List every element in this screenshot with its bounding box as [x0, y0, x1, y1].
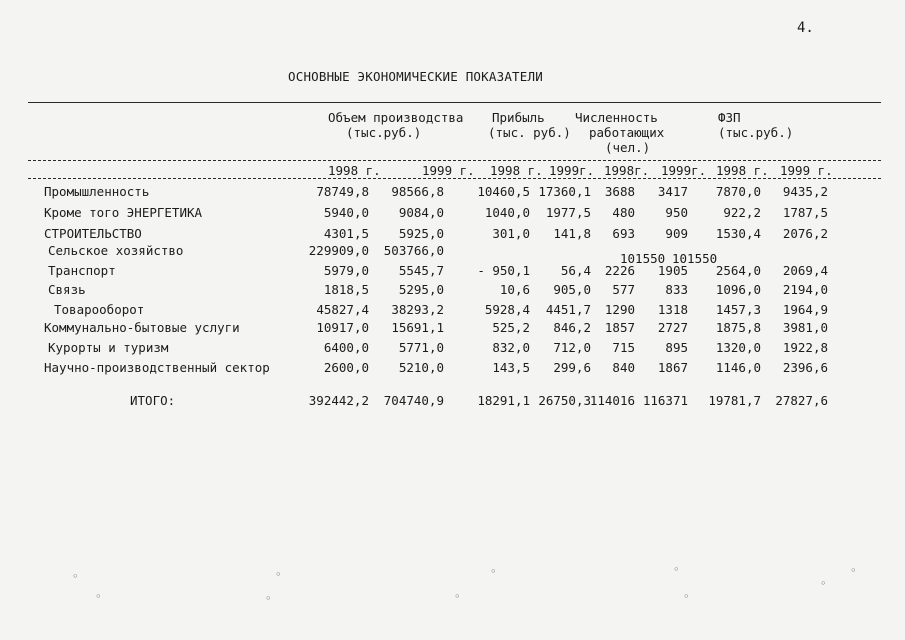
- table-cell: 78749,8: [316, 184, 369, 199]
- table-row-label: Коммунально-бытовые услуги: [44, 320, 240, 335]
- table-cell: 5979,0: [323, 263, 369, 278]
- table-cell: 922,2: [723, 205, 761, 220]
- table-cell: 7870,0: [715, 184, 761, 199]
- table-cell: 1457,3: [715, 302, 761, 317]
- table-cell: 1530,4: [715, 226, 761, 241]
- table-cell: 1867: [657, 360, 688, 375]
- table-cell: 98566,8: [391, 184, 444, 199]
- document-title: ОСНОВНЫЕ ЭКОНОМИЧЕСКИЕ ПОКАЗАТЕЛИ: [288, 69, 543, 84]
- header-headcount: Численность работающих (чел.): [575, 110, 665, 155]
- table-cell: 3981,0: [782, 320, 828, 335]
- table-cell: 101550: [672, 251, 718, 266]
- table-row-label: Промышленность: [44, 184, 150, 199]
- table-cell: - 950,1: [477, 263, 530, 278]
- table-cell: 45827,4: [316, 302, 369, 317]
- header-production: Объем производства (тыс.руб.): [328, 110, 464, 140]
- table-cell: 846,2: [553, 320, 591, 335]
- table-cell: 704740,9: [383, 393, 444, 408]
- table-cell: 905,0: [553, 282, 591, 297]
- table-cell: 5928,4: [484, 302, 530, 317]
- table-cell: 2226: [604, 263, 635, 278]
- table-cell: 5295,0: [398, 282, 444, 297]
- table-cell: 1290: [604, 302, 635, 317]
- table-cell: 9084,0: [398, 205, 444, 220]
- table-cell: 5771,0: [398, 340, 444, 355]
- table-row-label: Товарооборот: [54, 302, 145, 317]
- table-cell: 9435,2: [782, 184, 828, 199]
- table-row-label: Связь: [48, 282, 86, 297]
- table-cell: 10917,0: [316, 320, 369, 335]
- table-cell: 1096,0: [715, 282, 761, 297]
- table-cell: 2727: [657, 320, 688, 335]
- table-cell: 5210,0: [398, 360, 444, 375]
- table-cell: 480: [612, 205, 635, 220]
- year-header: 1998 г.: [328, 163, 381, 178]
- table-cell: 1146,0: [715, 360, 761, 375]
- table-cell: 712,0: [553, 340, 591, 355]
- table-cell: 101550: [620, 251, 666, 266]
- table-cell: 833: [665, 282, 688, 297]
- table-cell: 693: [612, 226, 635, 241]
- table-cell: 832,0: [492, 340, 530, 355]
- table-cell: 38293,2: [391, 302, 444, 317]
- table-cell: 1787,5: [782, 205, 828, 220]
- table-row-label: Курорты и туризм: [48, 340, 169, 355]
- table-top-rule: [28, 102, 881, 103]
- year-divider: [28, 178, 881, 179]
- table-row-label: Транспорт: [48, 263, 116, 278]
- table-cell: 116371: [642, 393, 688, 408]
- table-cell: 299,6: [553, 360, 591, 375]
- year-header: 1999 г.: [780, 163, 833, 178]
- year-header: 1999г.: [661, 163, 707, 178]
- total-row-label: ИТОГО:: [130, 393, 176, 408]
- year-header: 1998 г.: [490, 163, 543, 178]
- year-header: 1999 г.: [422, 163, 475, 178]
- table-cell: 10460,5: [477, 184, 530, 199]
- table-cell: 525,2: [492, 320, 530, 335]
- table-cell: 27827,6: [775, 393, 828, 408]
- table-cell: 392442,2: [308, 393, 369, 408]
- table-cell: 2564,0: [715, 263, 761, 278]
- table-cell: 1977,5: [545, 205, 591, 220]
- table-row-label: Научно-производственный сектор: [44, 360, 270, 375]
- table-cell: 10,6: [499, 282, 530, 297]
- header-payroll: ФЗП (тыс.руб.): [718, 110, 794, 140]
- table-cell: 4301,5: [323, 226, 369, 241]
- table-cell: 840: [612, 360, 635, 375]
- table-cell: 3688: [604, 184, 635, 199]
- table-cell: 26750,3: [538, 393, 591, 408]
- table-cell: 56,4: [560, 263, 591, 278]
- table-cell: 1964,9: [782, 302, 828, 317]
- table-cell: 5940,0: [323, 205, 369, 220]
- table-cell: 3417: [657, 184, 688, 199]
- table-cell: 15691,1: [391, 320, 444, 335]
- table-row-label: Сельское хозяйство: [48, 243, 184, 258]
- table-cell: 1318: [657, 302, 688, 317]
- table-cell: 1905: [657, 263, 688, 278]
- table-cell: 17360,1: [538, 184, 591, 199]
- table-cell: 19781,7: [708, 393, 761, 408]
- table-cell: 1040,0: [484, 205, 530, 220]
- table-cell: 1818,5: [323, 282, 369, 297]
- table-cell: 1922,8: [782, 340, 828, 355]
- table-cell: 2600,0: [323, 360, 369, 375]
- table-cell: 577: [612, 282, 635, 297]
- header-divider: [28, 160, 881, 161]
- table-cell: 2076,2: [782, 226, 828, 241]
- table-cell: 143,5: [492, 360, 530, 375]
- table-cell: 114016: [589, 393, 635, 408]
- table-cell: 141,8: [553, 226, 591, 241]
- table-cell: 229909,0: [308, 243, 369, 258]
- table-cell: 6400,0: [323, 340, 369, 355]
- year-header: 1998г.: [604, 163, 650, 178]
- table-cell: 5545,7: [398, 263, 444, 278]
- table-cell: 5925,0: [398, 226, 444, 241]
- table-cell: 1857: [604, 320, 635, 335]
- table-cell: 2069,4: [782, 263, 828, 278]
- table-cell: 895: [665, 340, 688, 355]
- table-row-label: СТРОИТЕЛЬСТВО: [44, 226, 142, 241]
- table-cell: 1320,0: [715, 340, 761, 355]
- table-cell: 503766,0: [383, 243, 444, 258]
- year-header: 1998 г.: [716, 163, 769, 178]
- table-cell: 950: [665, 205, 688, 220]
- table-cell: 909: [665, 226, 688, 241]
- table-cell: 715: [612, 340, 635, 355]
- table-cell: 1875,8: [715, 320, 761, 335]
- table-row-label: Кроме того ЭНЕРГЕТИКА: [44, 205, 203, 220]
- page-number: 4.: [797, 20, 814, 36]
- table-cell: 2194,0: [782, 282, 828, 297]
- table-cell: 2396,6: [782, 360, 828, 375]
- year-header: 1999г.: [549, 163, 595, 178]
- header-profit: Прибыль (тыс. руб.): [488, 110, 571, 140]
- table-cell: 4451,7: [545, 302, 591, 317]
- table-cell: 18291,1: [477, 393, 530, 408]
- table-cell: 301,0: [492, 226, 530, 241]
